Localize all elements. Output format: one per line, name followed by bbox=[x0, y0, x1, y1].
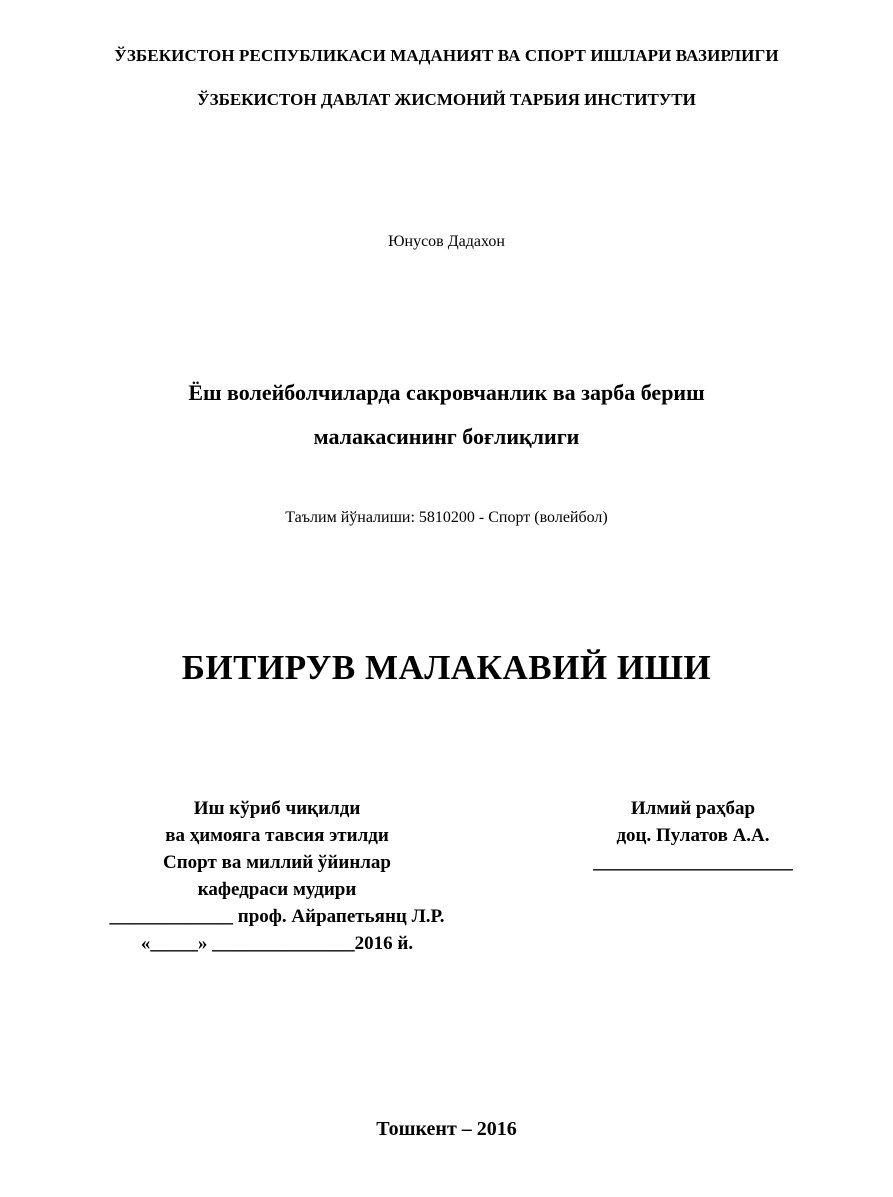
topic-title-line-2: малакасининг боғлиқлиги bbox=[313, 424, 580, 449]
ministry-heading: ЎЗБЕКИСТОН РЕСПУБЛИКАСИ МАДАНИЯТ ВА СПОРТ ИШЛАРИ ВАЗИРЛИГИ bbox=[114, 46, 779, 65]
approval-block bbox=[60, 795, 494, 957]
work-type-title: БИТИРУВ МАЛАКАВИЙ ИШИ bbox=[181, 648, 712, 687]
approval-line-4: кафедраси мудири bbox=[197, 879, 357, 900]
education-direction: Таълим йўналиши: 5810200 - Спорт (волейбол) bbox=[285, 509, 608, 526]
approval-line-2: ва ҳимояга тавсия этилди bbox=[165, 825, 389, 846]
city-year: Тошкент – 2016 bbox=[376, 1118, 517, 1140]
approval-date-line: «_____» _______________2016 й. bbox=[140, 933, 414, 954]
supervisor-label: Илмий раҳбар bbox=[630, 798, 756, 819]
supervisor-block bbox=[548, 795, 838, 876]
supervisor-name: доц. Пулатов А.А. bbox=[616, 825, 770, 846]
institute-heading: ЎЗБЕКИСТОН ДАВЛАТ ЖИСМОНИЙ ТАРБИЯ ИНСТИТУТИ bbox=[197, 90, 696, 109]
author-name: Юнусов Дадахон bbox=[388, 233, 505, 250]
approval-signature-line: _____________ проф. Айрапетьянц Л.Р. bbox=[109, 906, 445, 927]
approval-line-1: Иш кўриб чиқилди bbox=[193, 798, 361, 819]
approval-line-3: Спорт ва миллий ўйинлар bbox=[163, 852, 391, 873]
supervisor-signature-line: _____________________ bbox=[593, 852, 793, 873]
topic-title-line-1: Ёш волейболчиларда сакровчанлик ва зарба бериш bbox=[188, 380, 705, 405]
